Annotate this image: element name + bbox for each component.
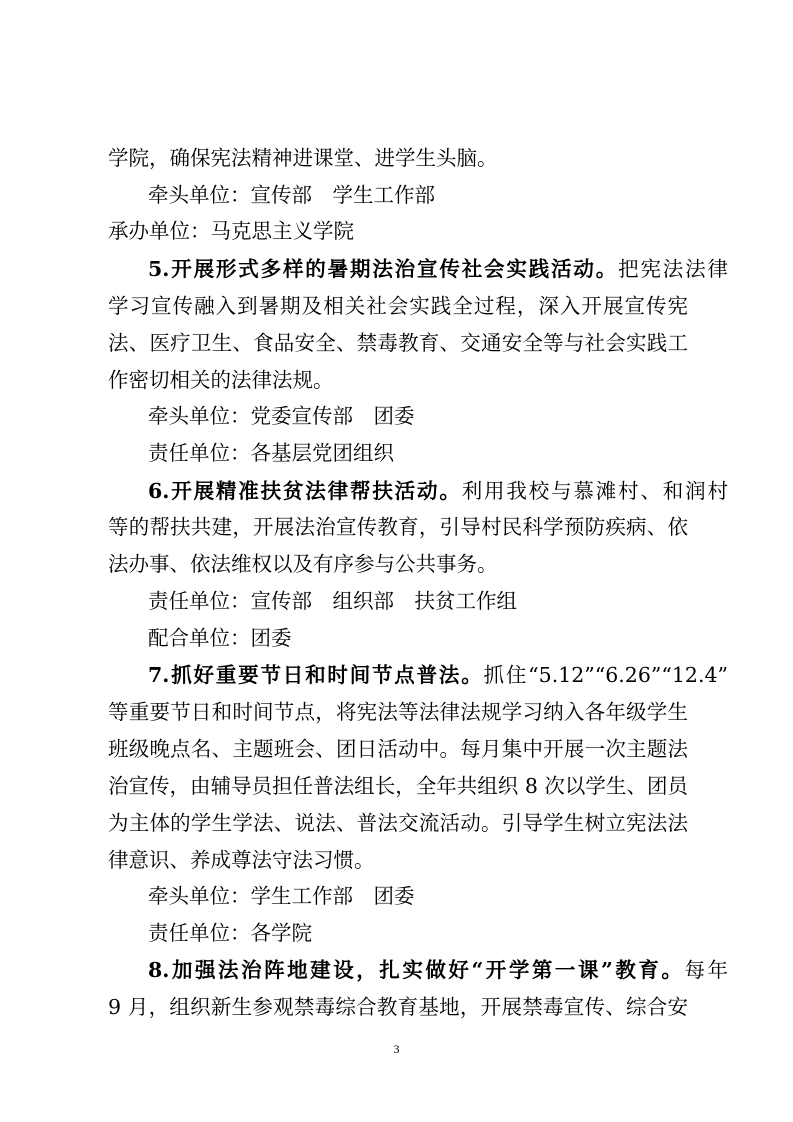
line-text: 法、医疗卫生、食品安全、禁毒教育、交通安全等与社会实践工 bbox=[108, 331, 688, 355]
text-line bbox=[108, 769, 688, 803]
text-line bbox=[108, 214, 688, 248]
text-line bbox=[148, 658, 728, 692]
text-line bbox=[108, 141, 688, 175]
line-text: 利用我校与慕滩村、和润村 bbox=[461, 479, 728, 503]
page-number: 3 bbox=[393, 1042, 400, 1056]
text-line bbox=[148, 621, 728, 655]
text-line bbox=[148, 178, 728, 212]
text-line bbox=[108, 289, 688, 323]
text-line bbox=[148, 916, 728, 950]
text-line bbox=[148, 879, 728, 913]
text-line bbox=[108, 363, 688, 397]
line-text: 责任单位：各学院 bbox=[148, 921, 312, 945]
line-text: 责任单位：各基层党团组织 bbox=[148, 441, 394, 465]
line-text: 律意识、养成尊法守法习惯。 bbox=[108, 848, 375, 872]
line-text: 学习宣传融入到暑期及相关社会实践全过程，深入开展宣传宪 bbox=[108, 294, 688, 318]
text-line bbox=[148, 436, 728, 470]
text-line bbox=[148, 474, 728, 508]
text-line bbox=[108, 732, 688, 766]
line-text: 配合单位：团委 bbox=[148, 626, 292, 650]
line-text: 牵头单位：学生工作部 团委 bbox=[148, 884, 415, 908]
line-text: 法办事、依法维权以及有序参与公共事务。 bbox=[108, 552, 498, 576]
line-text: 责任单位：宣传部 组织部 扶贫工作组 bbox=[148, 589, 517, 613]
line-text: 等的帮扶共建，开展法治宣传教育，引导村民科学预防疾病、依 bbox=[108, 515, 688, 539]
line-text: 为主体的学生学法、说法、普法交流活动。引导学生树立宪法法 bbox=[108, 811, 688, 835]
text-line bbox=[108, 806, 688, 840]
text-line bbox=[108, 547, 688, 581]
line-text: 等重要节日和时间节点，将宪法等法律法规学习纳入各年级学生 bbox=[108, 700, 688, 724]
section-heading: 8.加强法治阵地建设，扎实做好“开学第一课”教育。 bbox=[148, 958, 685, 982]
text-line bbox=[108, 843, 688, 877]
text-line bbox=[148, 584, 728, 618]
line-text: 把宪法法律 bbox=[618, 257, 728, 281]
text-line bbox=[148, 953, 728, 987]
text-line bbox=[108, 990, 688, 1024]
section-heading: 6.开展精准扶贫法律帮扶活动。 bbox=[148, 479, 462, 503]
text-line bbox=[148, 399, 728, 433]
line-text: 承办单位：马克思主义学院 bbox=[108, 219, 354, 243]
line-text: 治宣传，由辅导员担任普法组长，全年共组织 8 次以学生、团员 bbox=[108, 774, 688, 798]
text-line bbox=[108, 326, 688, 360]
line-text: 作密切相关的法律法规。 bbox=[108, 368, 334, 392]
text-line bbox=[148, 252, 728, 286]
line-text: 每年 bbox=[684, 958, 729, 982]
line-text: 牵头单位：党委宣传部 团委 bbox=[148, 404, 415, 428]
line-text: 9 月，组织新生参观禁毒综合教育基地，开展禁毒宣传、综合安 bbox=[108, 995, 688, 1019]
line-text: 班级晚点名、主题班会、团日活动中。每月集中开展一次主题法 bbox=[108, 737, 688, 761]
text-line bbox=[108, 510, 688, 544]
line-text: 学院，确保宪法精神进课堂、进学生头脑。 bbox=[108, 146, 498, 170]
section-heading: 5.开展形式多样的暑期法治宣传社会实践活动。 bbox=[148, 257, 619, 281]
text-line bbox=[108, 695, 688, 729]
line-text: 抓住“5.12”“6.26”“12.4” bbox=[483, 663, 728, 687]
section-heading: 7.抓好重要节日和时间节点普法。 bbox=[148, 663, 484, 687]
line-text: 牵头单位：宣传部 学生工作部 bbox=[148, 183, 435, 207]
